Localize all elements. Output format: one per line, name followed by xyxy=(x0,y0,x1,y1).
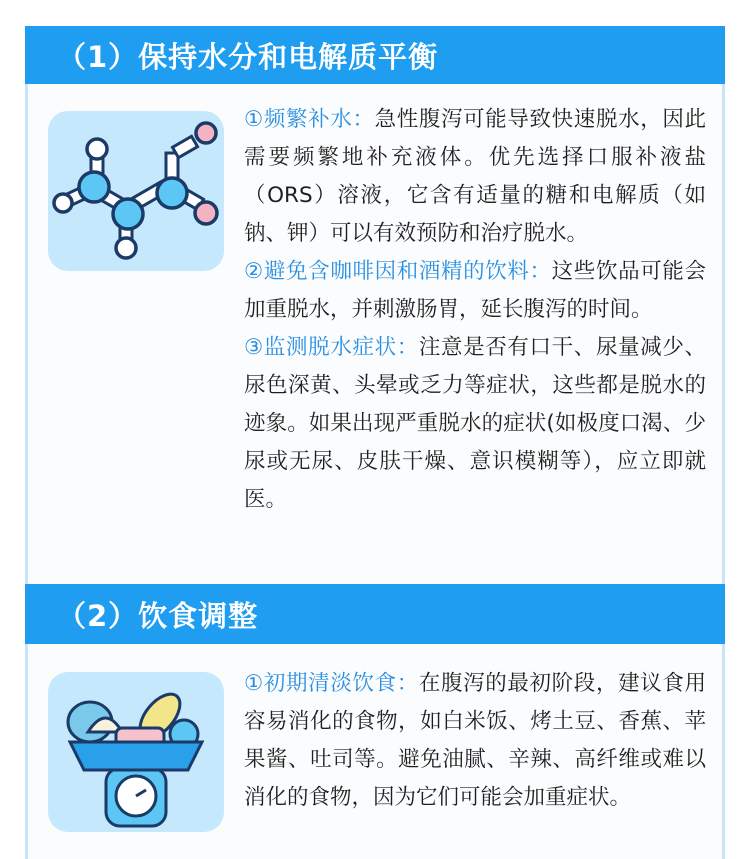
section-text xyxy=(244,101,706,519)
item-lead: ①频繁补水： xyxy=(244,107,375,132)
section-card-diet xyxy=(25,644,725,859)
item-lead: ②避免含咖啡因和酒精的饮料： xyxy=(244,259,552,284)
item-lead: ③监测脱水症状： xyxy=(244,335,419,360)
food-scale-illustration xyxy=(48,672,224,832)
list-item xyxy=(244,665,706,817)
food-scale-icon xyxy=(48,672,224,832)
item-body: 在腹泻的最初阶段，建议食用容易消化的食物，如白米饭、烤土豆、香蕉、苹果酱、吐司等。避免油腻、辛辣、高纤维或难以消化的食物，因为它们可能会加重症状。 xyxy=(244,671,706,810)
item-body: 这些饮品可能会加重脱水，并刺激肠胃，延长腹泻的时间。 xyxy=(244,259,706,322)
item-body: 注意是否有口干、尿量减少、尿色深黄、头晕或乏力等症状，这些都是脱水的迹象。如果出现严重脱水的症状(如极度口渴、少尿或无尿、皮肤干燥、意识模糊等），应立即就医。 xyxy=(244,335,706,512)
section-title: （1）保持水分和电解质平衡 xyxy=(57,39,439,74)
section-header-hydration xyxy=(25,26,725,84)
section-header-diet xyxy=(25,584,725,644)
list-item xyxy=(244,253,706,329)
molecule-icon xyxy=(48,111,224,271)
section-title: （2）饮食调整 xyxy=(57,598,259,633)
section-text xyxy=(244,665,706,817)
item-lead: ①初期清淡饮食： xyxy=(244,671,419,696)
section-card-hydration xyxy=(25,84,725,584)
list-item xyxy=(244,101,706,253)
molecule-illustration xyxy=(48,111,224,271)
list-item xyxy=(244,329,706,519)
item-body: 急性腹泻可能导致快速脱水，因此需要频繁地补充液体。优先选择口服补液盐（ORS）溶液，它含有适量的糖和电解质（如钠、钾）可以有效预防和治疗脱水。 xyxy=(244,107,706,246)
